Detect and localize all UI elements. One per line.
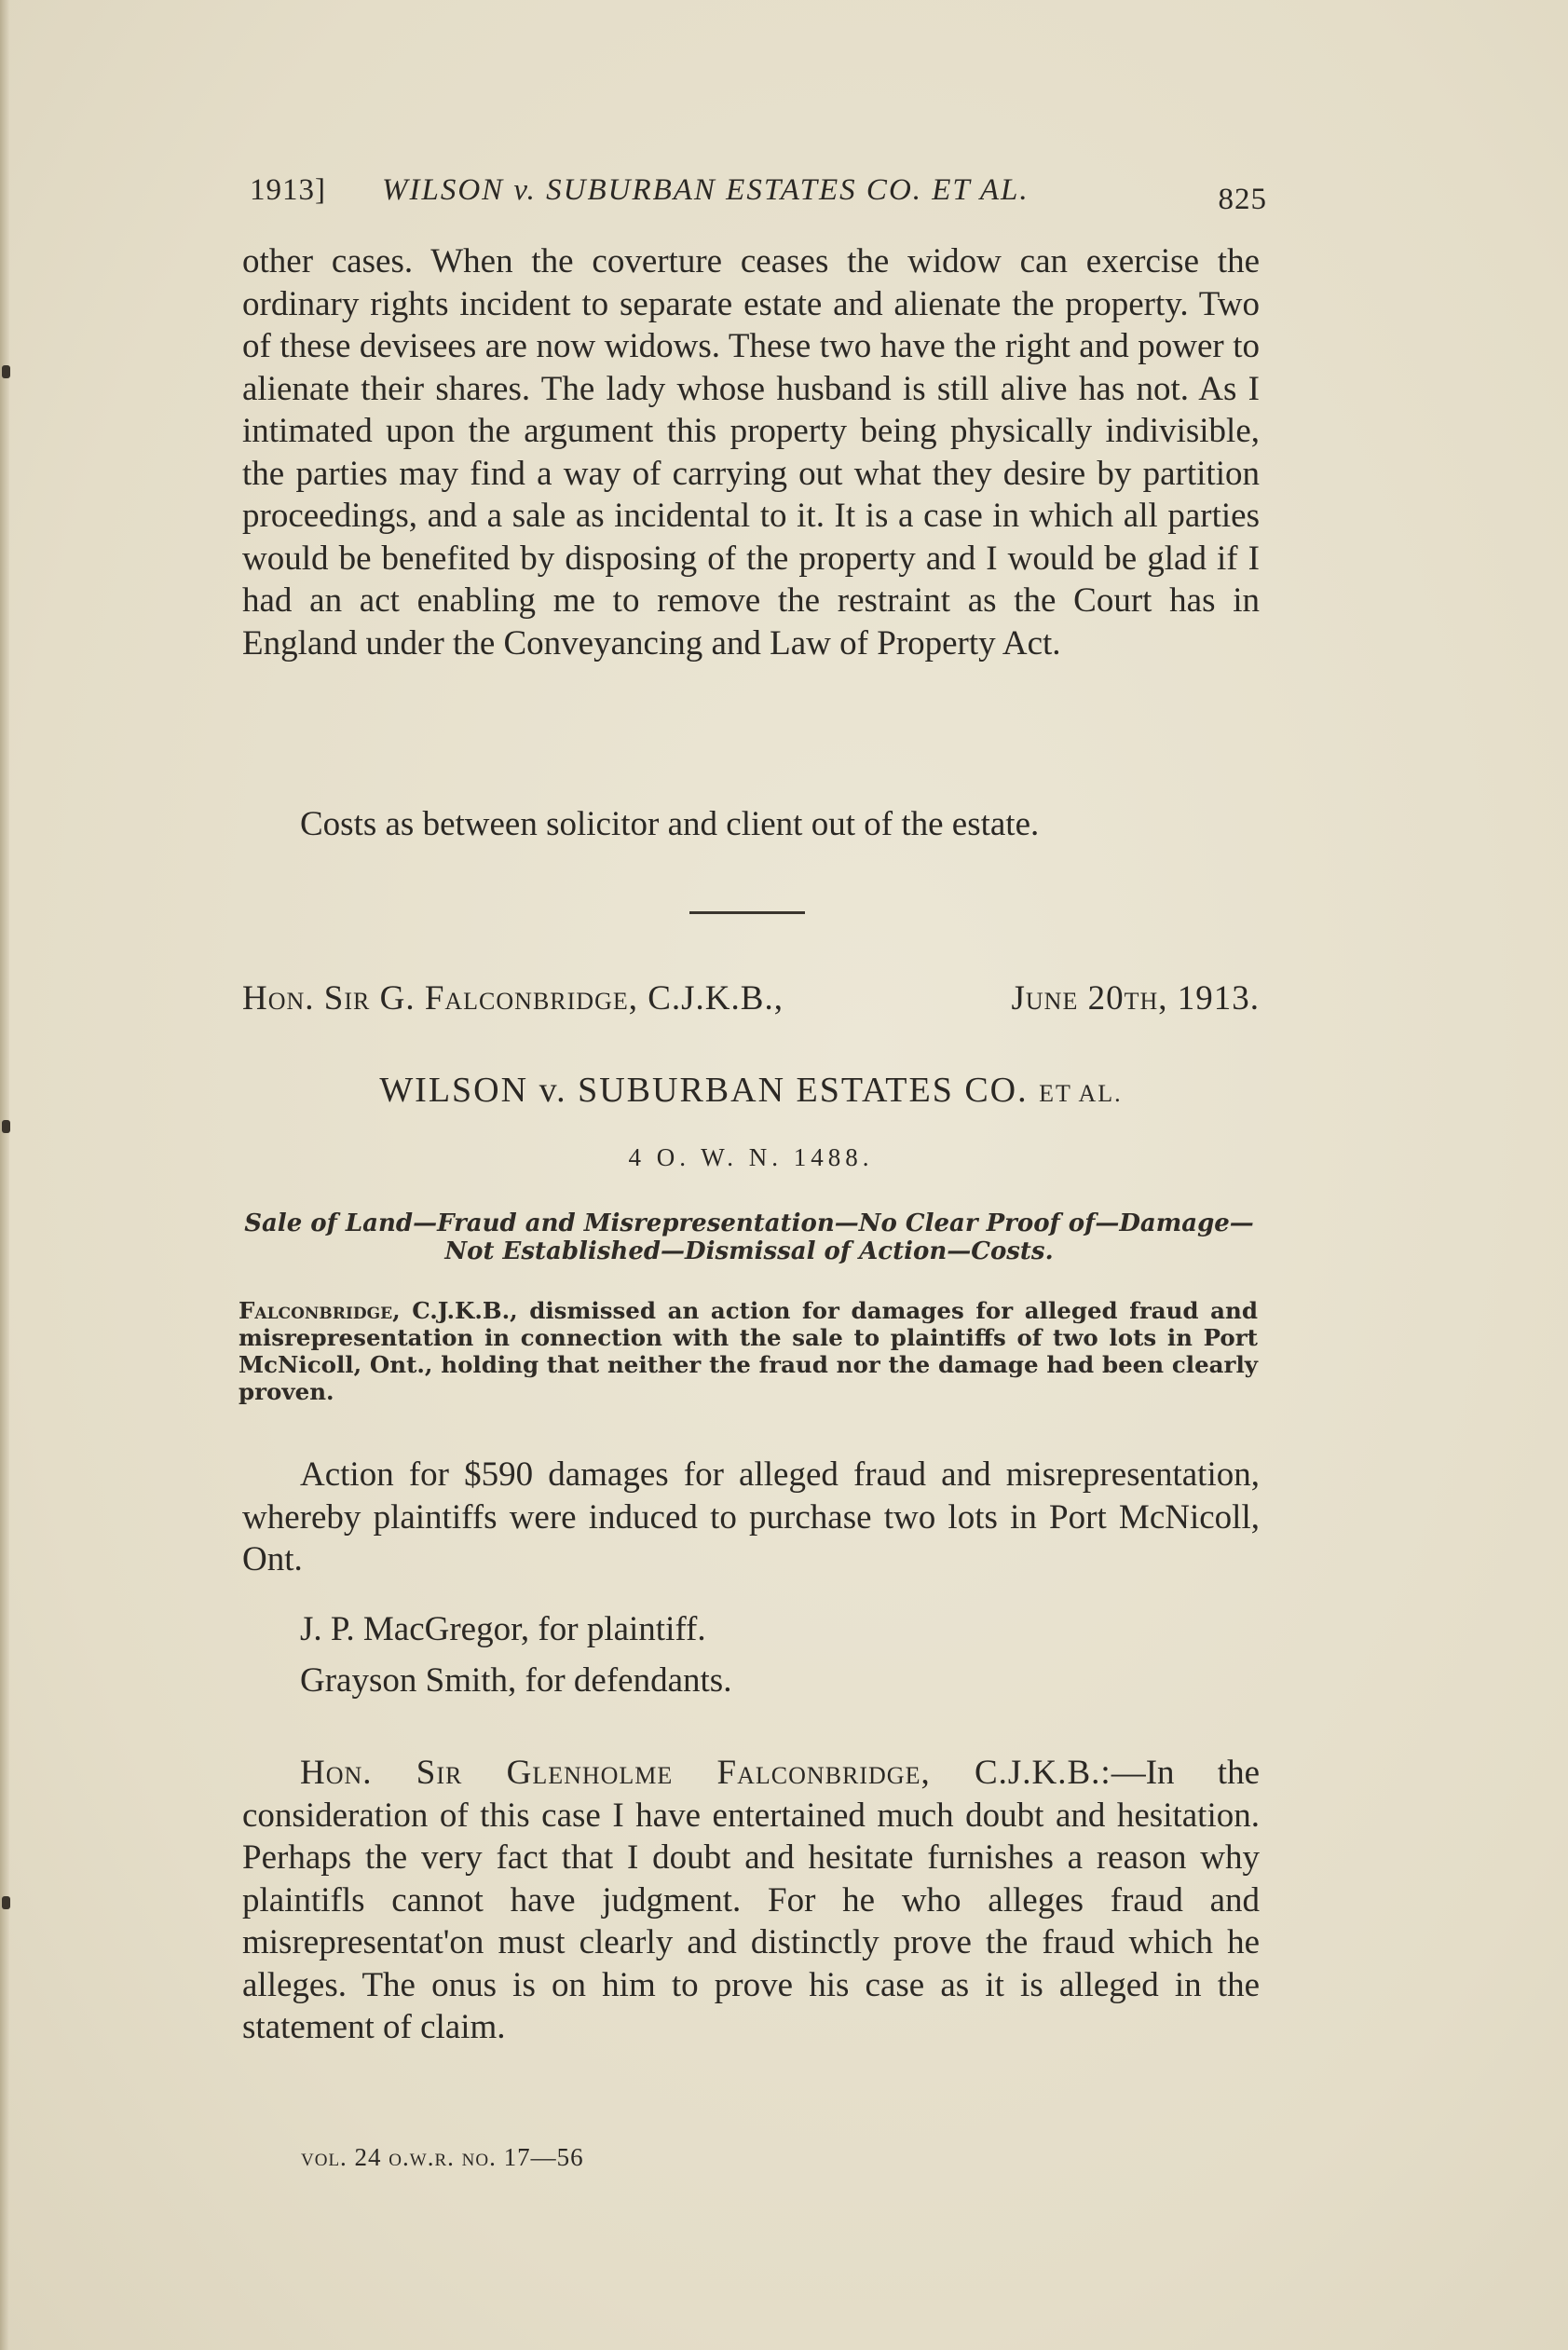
headnote: Sale of Land—Fraud and Misrepresentation—No Clear Proof of—Damage—Not Established—Dismissal of Action—Costs. [244,1209,1254,1265]
running-header [250,166,1267,222]
opinion-paragraph [242,1752,1260,2049]
binding-mark [2,365,10,378]
page-number: 825 [1218,183,1267,216]
case-title-suffix: ET AL. [1039,1080,1123,1107]
judge-date-line [242,978,1260,1018]
binding-mark [2,1896,10,1909]
case-title [242,1070,1260,1111]
action-paragraph: Action for $590 damages for alleged fraud and misrepresentation, whereby plaintiffs were induced to purchase two lots in Port McNicoll, Ont. [242,1455,1260,1578]
opinion-text: —In the consideration of this case I have entertained much doubt and hesitation. Perhaps the very fact that I doubt and hesitate furnishes a reason why plaintifls cannot have judgment. For he who alleges fraud and misrepresentat'on must clearly and distinctly prove the fraud which he alleges. The onus is on him to prove his case as it is alleged in the statement of claim. [242,1754,1260,2046]
page-binding-edge [0,0,9,2350]
case-summary [239,1297,1258,1405]
costs-paragraph: Costs as between solicitor and client out of the estate. [300,805,1040,843]
case-title-main: WILSON v. SUBURBAN ESTATES CO. [379,1071,1029,1110]
summary-judge: Falconbridge, C.J.K.B., [239,1297,518,1324]
case-citation: 4 O. W. N. 1488. [628,1143,874,1171]
decision-date: June 20th, 1913. [1011,979,1260,1018]
counsel-plaintiff: J. P. MacGregor, for plaintiff. [300,1610,706,1648]
continuation-paragraph: other cases. When the coverture ceases the widow can exercise the ordinary rights incident to separate estate and alienate the property. Two of these devisees are now widows. These two have the right and power to alienate their shares. The lady whose husband is still alive has not. As I intimated upon the argument this property being physically indivisible, the parties may find a way of carrying out what they desire by partition proceedings, and a sale as incidental to it. It is a case in which all parties would be benefited by disposing of the property and I would be glad if I had an act enabling me to remove the restraint as the Court has in England under the Conveyancing and Law of Property Act. [242,242,1260,663]
binding-mark [2,1120,10,1133]
judge-name: Hon. Sir G. Falconbridge, C.J.K.B., [242,979,784,1018]
counsel-defendants: Grayson Smith, for defendants. [300,1661,732,1700]
opinion-judge: Hon. Sir Glenholme Falconbridge, C.J.K.B.: [300,1754,1111,1792]
signature-footer: vol. 24 o.w.r. no. 17—56 [301,2143,584,2171]
header-year: 1913] [250,173,326,207]
header-running-title: WILSON v. SUBURBAN ESTATES CO. ET AL. [382,173,1029,207]
section-divider [689,911,805,914]
summary-text: dismissed an action for damages for alleged fraud and misrepresentation in connection with the sale to plaintiffs of two lots in Port McNicoll, Ont., holding that neither the fraud nor the damage had been clearly proven. [239,1297,1258,1405]
